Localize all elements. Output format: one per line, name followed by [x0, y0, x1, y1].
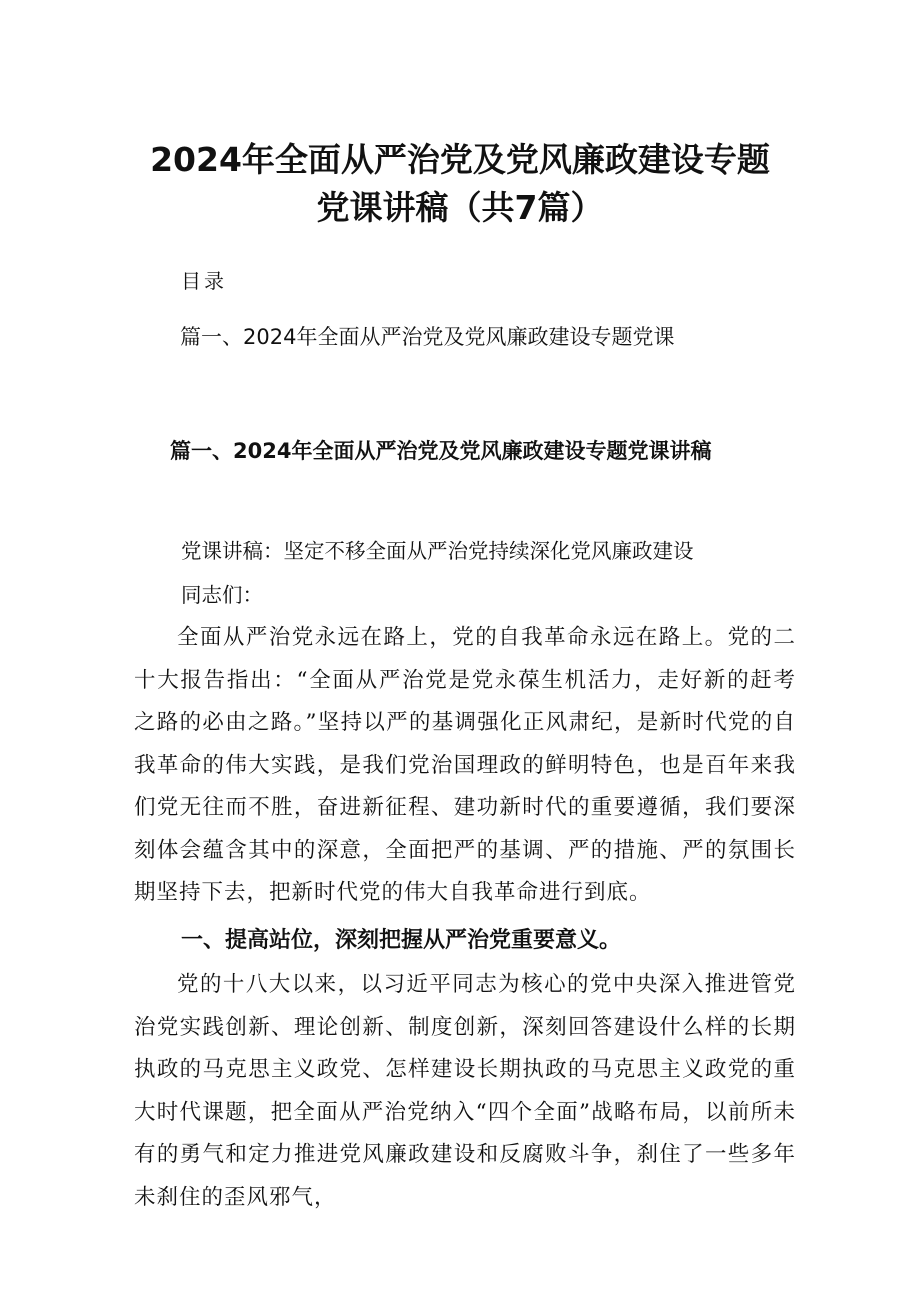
section-heading-1: 一、提高站位，深刻把握从严治党重要意义。	[181, 928, 622, 953]
toc-item: 篇一、2024年全面从严治党及党风廉政建设专题党课	[180, 325, 675, 349]
lecture-subtitle: 党课讲稿：坚定不移全面从严治党持续深化党风廉政建设	[181, 539, 694, 563]
document-title-line-2: 党课讲稿（共7篇）	[316, 188, 604, 227]
greeting: 同志们：	[181, 583, 263, 607]
toc-label: 目录	[181, 269, 227, 293]
body-paragraph-2: 党的十八大以来，以习近平同志为核心的党中央深入推进管党治党实践创新、理论创新、制度创新，深刻回答建设什么样的长期执政的马克思主义政党、怎样建设长期执政的马克思主义政党的重大时代课题，把全面从严治党纳入“四个全面”战略布局，以前所未有的勇气和定力推进党风廉政建设和反腐败斗争，刹住了一些多年未刹住的歪风邪气，	[134, 972, 796, 1210]
body-paragraph-1: 全面从严治党永远在路上，党的自我革命永远在路上。党的二十大报告指出：“全面从严治党是党永葆生机活力，走好新的赶考之路的必由之路。”坚持以严的基调强化正风肃纪，是新时代党的自我革命的伟大实践，是我们党治国理政的鲜明特色，也是百年来我们党无往而不胜，奋进新征程、建功新时代的重要遵循，我们要深刻体会蕴含其中的深意，全面把严的基调、严的措施、严的氛围长期坚持下去，把新时代党的伟大自我革命进行到底。	[134, 625, 796, 905]
document-title-line-1: 2024年全面从严治党及党风廉政建设专题	[150, 140, 770, 179]
section-title: 篇一、2024年全面从严治党及党风廉政建设专题党课讲稿	[170, 439, 712, 463]
